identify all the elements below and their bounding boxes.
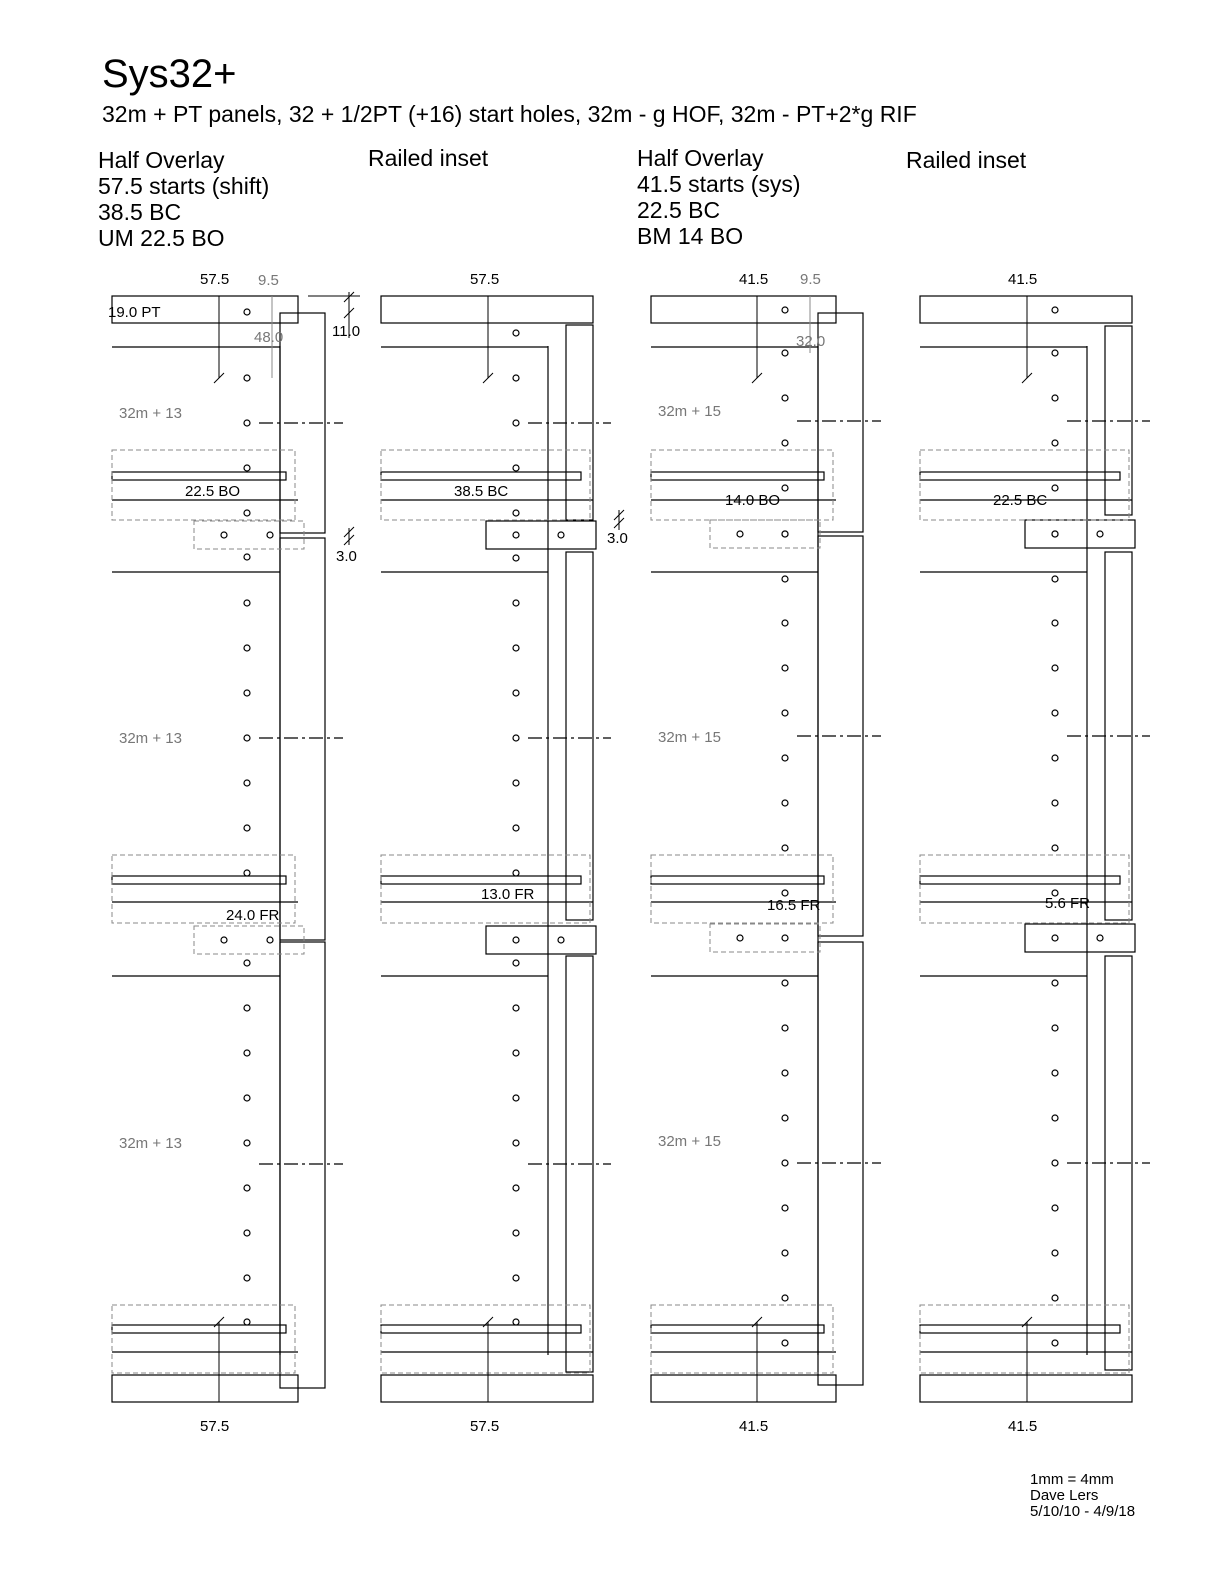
shelf (651, 1325, 824, 1333)
shelf-pin-hole (513, 1005, 519, 1011)
shelf-pin-hole (267, 532, 273, 538)
shelf-pin-hole (244, 1230, 250, 1236)
row-label: 32m + 15 (658, 403, 721, 420)
shelf (112, 472, 286, 480)
shelf-pin-hole (1052, 1160, 1058, 1166)
shelf-pin-hole (244, 420, 250, 426)
shelf-pin-hole (513, 960, 519, 966)
shelf-pin-hole (244, 780, 250, 786)
shelf-pin-hole (221, 937, 227, 943)
shelf-pin-hole (782, 710, 788, 716)
shelf-pin-hole (782, 890, 788, 896)
hinge-plate (194, 521, 304, 549)
door-panel (280, 538, 325, 940)
shelf-pin-hole (1052, 980, 1058, 986)
shelf-pin-hole (513, 870, 519, 876)
shelf (112, 1325, 286, 1333)
dim-col3-top-gray: 9.5 (800, 271, 821, 288)
dim-col2-gap: 3.0 (607, 530, 628, 547)
shelf (920, 1325, 1120, 1333)
shelf-pin-hole (244, 465, 250, 471)
shelf-pin-hole (244, 375, 250, 381)
bottom-panel (112, 1375, 298, 1402)
dim-col2-bc: 38.5 BC (454, 483, 509, 500)
dim-col4-bottom: 41.5 (1008, 1418, 1038, 1435)
shelf-pin-hole (558, 532, 564, 538)
shelf (920, 876, 1120, 884)
hinge-plate (710, 520, 820, 548)
shelf-pin-hole (244, 645, 250, 651)
dim-col1-bo: 22.5 BO (185, 483, 241, 500)
bottom-panel (920, 1375, 1132, 1402)
dim-col3-top: 41.5 (739, 271, 769, 288)
shelf-pin-hole (1052, 1025, 1058, 1031)
shelf-pin-hole (244, 1140, 250, 1146)
shelf-pin-hole (244, 1005, 250, 1011)
shelf-outline (381, 1305, 590, 1373)
shelf-outline (651, 1305, 833, 1373)
shelf (381, 876, 581, 884)
shelf-pin-hole (513, 1275, 519, 1281)
shelf-pin-hole (513, 1095, 519, 1101)
shelf-pin-hole (513, 420, 519, 426)
door-panel (566, 552, 593, 920)
shelf-pin-hole (1052, 307, 1058, 313)
row-label: 32m + 15 (658, 729, 721, 746)
shelf-pin-hole (1052, 1115, 1058, 1121)
shelf-pin-hole (1052, 350, 1058, 356)
shelf-pin-hole (513, 330, 519, 336)
heading-line: 38.5 BC (98, 199, 182, 225)
shelf-pin-hole (267, 937, 273, 943)
shelf-pin-hole (782, 1340, 788, 1346)
heading-line: Half Overlay (637, 145, 764, 171)
shelf-pin-hole (782, 485, 788, 491)
dim-col1-fr: 24.0 FR (226, 907, 280, 924)
shelf-pin-hole (782, 935, 788, 941)
shelf-pin-hole (244, 1095, 250, 1101)
shelf-pin-hole (513, 1319, 519, 1325)
row-label: 32m + 15 (658, 1133, 721, 1150)
shelf-pin-hole (513, 645, 519, 651)
dim-col2-bottom: 57.5 (470, 1418, 500, 1435)
dim-col1-48: 48.0 (254, 329, 284, 346)
shelf-pin-hole (513, 555, 519, 561)
top-panel (381, 296, 593, 323)
shelf-pin-hole (737, 935, 743, 941)
hinge-plate (1025, 520, 1135, 548)
shelf-pin-hole (513, 690, 519, 696)
shelf-pin-hole (782, 755, 788, 761)
shelf-pin-hole (244, 1185, 250, 1191)
shelf-pin-hole (244, 1275, 250, 1281)
shelf-pin-hole (1052, 620, 1058, 626)
dim-col1-top: 57.5 (200, 271, 230, 288)
dim-col3-fr: 16.5 FR (767, 897, 821, 914)
shelf-pin-hole (513, 735, 519, 741)
shelf-pin-hole (1097, 935, 1103, 941)
shelf-pin-hole (782, 1295, 788, 1301)
hinge-plate (1025, 924, 1135, 952)
shelf-pin-hole (244, 825, 250, 831)
shelf-pin-hole (1052, 1340, 1058, 1346)
shelf (112, 876, 286, 884)
shelf-pin-hole (1097, 531, 1103, 537)
door-panel (280, 942, 325, 1388)
heading-line: Railed inset (368, 145, 489, 171)
shelf-pin-hole (244, 309, 250, 315)
shelf-pin-hole (782, 350, 788, 356)
dim-col1-bottom: 57.5 (200, 1418, 230, 1435)
shelf-pin-hole (513, 532, 519, 538)
shelf-pin-hole (1052, 395, 1058, 401)
dim-col3-bottom: 41.5 (739, 1418, 769, 1435)
dim-col2-top: 57.5 (470, 271, 500, 288)
page-subtitle: 32m + PT panels, 32 + 1/2PT (+16) start holes, 32m - g HOF, 32m - PT+2*g RIF (102, 101, 917, 127)
shelf-pin-hole (513, 510, 519, 516)
shelf-pin-hole (1052, 755, 1058, 761)
shelf-pin-hole (782, 1070, 788, 1076)
shelf-pin-hole (782, 1250, 788, 1256)
dim-col4-fr: 5.6 FR (1045, 895, 1091, 912)
dim-col4-bc: 22.5 BC (993, 492, 1048, 509)
top-panel (920, 296, 1132, 323)
shelf-pin-hole (782, 1160, 788, 1166)
shelf-pin-hole (513, 825, 519, 831)
shelf-pin-hole (244, 600, 250, 606)
shelf-pin-hole (1052, 576, 1058, 582)
dim-col1-pt: 19.0 PT (108, 304, 161, 321)
row-label: 32m + 13 (119, 730, 182, 747)
shelf-pin-hole (513, 1185, 519, 1191)
shelf-pin-hole (513, 1140, 519, 1146)
shelf (920, 472, 1120, 480)
shelf-pin-hole (244, 690, 250, 696)
shelf-pin-hole (737, 531, 743, 537)
shelf-pin-hole (244, 960, 250, 966)
shelf-pin-hole (513, 375, 519, 381)
shelf-outline (920, 855, 1129, 923)
dim-col1-gap2: 3.0 (336, 548, 357, 565)
hinge-plate (486, 521, 596, 549)
shelf-outline (651, 450, 833, 520)
drawing-footer (1030, 1472, 1135, 1520)
bottom-panel (381, 1375, 593, 1402)
shelf-pin-hole (782, 800, 788, 806)
shelf-pin-hole (782, 1025, 788, 1031)
shelf (651, 472, 824, 480)
heading-line: 41.5 starts (sys) (637, 171, 801, 197)
shelf-pin-hole (513, 600, 519, 606)
shelf-pin-hole (1052, 800, 1058, 806)
shelf-pin-hole (1052, 1070, 1058, 1076)
shelf-pin-hole (782, 1205, 788, 1211)
shelf-pin-hole (1052, 531, 1058, 537)
shelf-outline (112, 1305, 295, 1373)
shelf-pin-hole (244, 1050, 250, 1056)
bottom-panel (651, 1375, 836, 1402)
dim-col3-bo: 14.0 BO (725, 492, 781, 509)
shelf-pin-hole (1052, 1295, 1058, 1301)
shelf-pin-hole (244, 1319, 250, 1325)
top-panel (651, 296, 836, 323)
heading-line: 22.5 BC (637, 197, 721, 223)
shelf-pin-hole (782, 980, 788, 986)
heading-line: Railed inset (906, 147, 1027, 173)
dim-col1-top-gray: 9.5 (258, 272, 279, 289)
shelf-pin-hole (1052, 935, 1058, 941)
heading-line: UM 22.5 BO (98, 225, 225, 251)
scale-note: 1mm = 4mm (1030, 1471, 1114, 1488)
hinge-plate (486, 926, 596, 954)
heading-line: BM 14 BO (637, 223, 744, 249)
shelf-pin-hole (782, 620, 788, 626)
shelf-pin-hole (782, 307, 788, 313)
shelf-pin-hole (782, 1115, 788, 1121)
shelf (381, 472, 581, 480)
shelf-pin-hole (513, 780, 519, 786)
dim-col1-gap: 11.0 (332, 323, 361, 340)
shelf-pin-hole (782, 440, 788, 446)
shelf-pin-hole (513, 465, 519, 471)
row-label: 32m + 13 (119, 1135, 182, 1152)
shelf-pin-hole (244, 870, 250, 876)
shelf-pin-hole (513, 1230, 519, 1236)
dim-col2-fr: 13.0 FR (481, 886, 535, 903)
shelf-pin-hole (1052, 440, 1058, 446)
shelf-pin-hole (1052, 1250, 1058, 1256)
hinge-plate (710, 924, 820, 952)
shelf-pin-hole (1052, 1205, 1058, 1211)
shelf-pin-hole (782, 845, 788, 851)
shelf-pin-hole (1052, 710, 1058, 716)
date-range: 5/10/10 - 4/9/18 (1030, 1503, 1136, 1520)
shelf-pin-hole (221, 532, 227, 538)
shelf (651, 876, 824, 884)
dim-col3-32: 32.0 (796, 333, 826, 350)
shelf-pin-hole (782, 665, 788, 671)
heading-line: Half Overlay (98, 147, 225, 173)
shelf-pin-hole (1052, 845, 1058, 851)
shelf-pin-hole (244, 735, 250, 741)
heading-line: 57.5 starts (shift) (98, 173, 270, 199)
shelf-pin-hole (244, 510, 250, 516)
shelf-outline (920, 450, 1129, 520)
shelf (381, 1325, 581, 1333)
shelf-pin-hole (244, 554, 250, 560)
shelf-pin-hole (1052, 665, 1058, 671)
shelf-pin-hole (513, 937, 519, 943)
author: Dave Lers (1030, 1487, 1099, 1504)
shelf-pin-hole (558, 937, 564, 943)
row-label: 32m + 13 (119, 405, 182, 422)
dim-col4-top: 41.5 (1008, 271, 1038, 288)
shelf-pin-hole (782, 576, 788, 582)
shelf-pin-hole (513, 1050, 519, 1056)
page-title: Sys32+ (102, 52, 237, 96)
shelf-outline (920, 1305, 1129, 1373)
shelf-pin-hole (1052, 485, 1058, 491)
shelf-pin-hole (782, 531, 788, 537)
shelf-pin-hole (782, 395, 788, 401)
